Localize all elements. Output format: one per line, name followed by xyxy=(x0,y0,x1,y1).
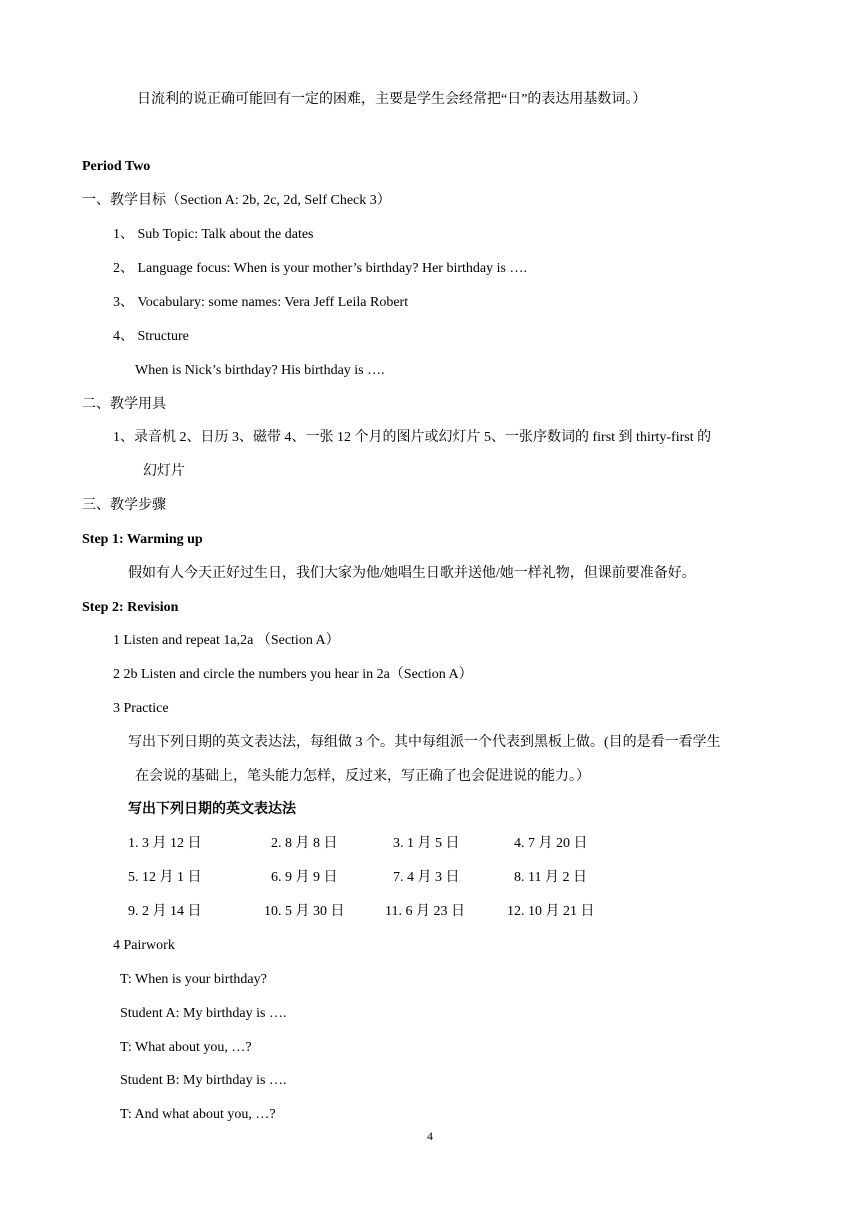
exercise-item: 3. 1 月 5 日 xyxy=(393,836,460,851)
exercise-row xyxy=(0,869,860,887)
structure-example: When is Nick’s birthday? His birthday is …. xyxy=(135,363,385,378)
exercise-item: 8. 11 月 2 日 xyxy=(514,870,587,885)
exercise-title: 写出下列日期的英文表达法 xyxy=(128,802,296,817)
pairwork-label: 4 Pairwork xyxy=(113,938,175,953)
exercise-item: 5. 12 月 1 日 xyxy=(128,870,202,885)
exercise-item: 4. 7 月 20 日 xyxy=(514,836,588,851)
dialogue-line: T: What about you, …? xyxy=(120,1040,252,1055)
practice-line-1: 写出下列日期的英文表达法，每组做 3 个。其中每组派一个代表到黑板上做。(目的是看一看学生 xyxy=(128,735,721,750)
step2-title: Step 2: Revision xyxy=(82,600,179,615)
section1-heading: 一、教学目标（Section A: 2b, 2c, 2d, Self Check 3） xyxy=(82,193,391,208)
revision-item-2: 2 2b Listen and circle the numbers you hear in 2a（Section A） xyxy=(113,667,473,682)
tools-line-2: 幻灯片 xyxy=(143,464,185,479)
exercise-item: 10. 5 月 30 日 xyxy=(264,904,345,919)
intro-tail-text: 日流利的说正确可能回有一定的困难，主要是学生会经常把“日”的表达用基数词。） xyxy=(137,92,647,107)
exercise-item: 7. 4 月 3 日 xyxy=(393,870,460,885)
exercise-item: 6. 9 月 9 日 xyxy=(271,870,338,885)
exercise-row xyxy=(0,903,860,921)
exercise-item: 12. 10 月 21 日 xyxy=(507,904,595,919)
period-title: Period Two xyxy=(82,159,151,174)
objective-item-2: 2、 Language focus: When is your mother’s birthday? Her birthday is …. xyxy=(113,261,527,276)
page-number: 4 xyxy=(427,1129,433,1143)
step1-title: Step 1: Warming up xyxy=(82,532,203,547)
section3-heading: 三、教学步骤 xyxy=(82,498,166,513)
revision-item-3: 3 Practice xyxy=(113,701,169,716)
step1-text: 假如有人今天正好过生日，我们大家为他/她唱生日歌并送他/她一样礼物，但课前要准备好。 xyxy=(128,566,696,581)
exercise-item: 11. 6 月 23 日 xyxy=(385,904,465,919)
dialogue-line: T: When is your birthday? xyxy=(120,972,267,987)
practice-line-2: 在会说的基础上，笔头能力怎样，反过来，写正确了也会促进说的能力。） xyxy=(135,769,590,784)
section2-heading: 二、教学用具 xyxy=(82,397,166,412)
exercise-row xyxy=(0,835,860,853)
dialogue-line: Student B: My birthday is …. xyxy=(120,1073,287,1088)
objective-item-1: 1、 Sub Topic: Talk about the dates xyxy=(113,227,314,242)
tools-line-1: 1、录音机 2、日历 3、磁带 4、一张 12 个月的图片或幻灯片 5、一张序数词的 first 到 thirty-first 的 xyxy=(113,430,712,445)
exercise-item: 9. 2 月 14 日 xyxy=(128,904,202,919)
exercise-item: 1. 3 月 12 日 xyxy=(128,836,202,851)
objective-item-4: 4、 Structure xyxy=(113,329,189,344)
revision-item-1: 1 Listen and repeat 1a,2a （Section A） xyxy=(113,633,340,648)
objective-item-3: 3、 Vocabulary: some names: Vera Jeff Leila Robert xyxy=(113,295,409,310)
dialogue-line: T: And what about you, …? xyxy=(120,1107,276,1122)
exercise-item: 2. 8 月 8 日 xyxy=(271,836,338,851)
dialogue-line: Student A: My birthday is …. xyxy=(120,1006,287,1021)
